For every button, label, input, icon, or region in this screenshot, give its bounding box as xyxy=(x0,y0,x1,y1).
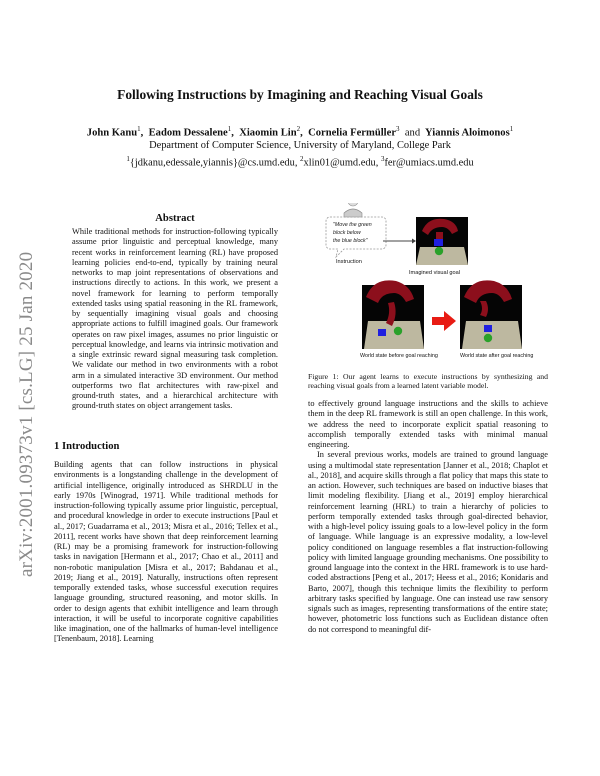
email: {jdkanu,edessale,yiannis}@cs.umd.edu, xyxy=(129,157,298,169)
abstract-heading: Abstract xyxy=(155,213,195,224)
bubble-text-line: "Move the green xyxy=(333,222,372,228)
before-label: World state before goal reaching xyxy=(360,353,438,359)
after-label: World state after goal reaching xyxy=(460,353,534,359)
bubble-text-line: the blue block" xyxy=(333,238,368,244)
author-name: John Kanu xyxy=(86,127,138,139)
world-after-image xyxy=(460,280,522,349)
author-name: Eadom Dessalene xyxy=(148,127,228,139)
section-heading: 1 Introduction xyxy=(54,441,120,452)
author-name: Xiaomin Lin xyxy=(239,127,297,139)
figure-1-scenes xyxy=(308,211,548,371)
author-name: Cornelia Fermüller xyxy=(308,127,397,139)
instruction-label: Instruction xyxy=(336,259,362,265)
intro-paragraph: to effectively ground language instructions and the skills to achieve them in the deep RL framework is still an open challenge. In this work, we address the need to incorporate explicit spatial reasoning to accomplish temporally extended tasks with minimal manual engineering. xyxy=(308,399,548,449)
affiliation: Department of Computer Science, University of Maryland, College Park xyxy=(149,140,451,151)
and-word: and xyxy=(404,127,421,139)
intro-paragraph: In several previous works, models are trained to ground language using a multimodal state representation [Janner et al., 2018; Chaplot et al., 2018], and acquire skills through a flat policy that maps this state to an action. However, such techniques are based on inductive biases that limit modeling flexibility. [Jiang et al., 2019] employ hierarchical reinforcement learning (HRL) to train a hierarchy of policies to perform temporally extended tasks through goal-directed behavior, with a high-level policy issuing goals to a low-level policy in the form of language. While language is an expressive modality, a low-level policy conditioned on language resembles a flat instruction-following policy with limited language grounding mechanisms. One possibility to ground language into the context in the HRL framework is to use hard-coded abstractions [Peng et al., 2017; Heess et al., 2016; Konidaris and Barto, 2007], though this technique limits the flexibility to perform arbitrary tasks specified by language. One can instead use raw sensory signals such as images, representing transformations of the entire state; however, photometric loss functions such as Euclidean distance often do not correspond to meaningful dif- xyxy=(308,450,548,634)
email: fer@umiacs.umd.edu xyxy=(384,157,474,169)
figure-caption: Figure 1: Our agent learns to execute instructions by synthesizing and reaching visual goals from a learned latent variable model. xyxy=(308,372,548,391)
transition-arrow-icon xyxy=(432,311,456,331)
imagined-goal-label: Imagined visual goal xyxy=(409,270,460,276)
right-column xyxy=(308,399,548,635)
arxiv-stamp: arXiv:2001.09373v1 [cs.LG] 25 Jan 2020 xyxy=(16,251,37,577)
email: xlin01@umd.edu, xyxy=(303,157,379,169)
abstract-text: While traditional methods for instruction-following typically assume prior linguistic and perceptual knowledge, many recent works in reinforcement learning (RL) have proposed learning policies end-to-end, typically by training neural networks to map joint representations of observations and instructions directly to actions. In this work, we present a novel framework for learning to perform temporally extended tasks using spatial reasoning in the RL framework, by sequentially imagining visual goals and choosing appropriate actions to fulfill imagined goals. Our framework operates on raw pixel images, assumes no prior linguistic or perceptual knowledge, and learns via intrinsic motivation and a single extrinsic reward signal measuring task completion. We validate our method in two environments with a robot arm in a simulated interactive 3D environment. Our method outperforms two flat architectures with raw-pixel and ground-truth states, and a hierarchical architecture with ground-truth states on object arrangement tasks. xyxy=(72,227,278,411)
email-line: $^1${jdkanu,edessale,yiannis}@cs.umd.edu, $^2$xlin01@umd.edu, $^3$fer@umiacs.umd.edu xyxy=(126,155,474,169)
author-line: John Kanu$^1$, Eadom Dessalene$^1$, Xiaomin Lin$^2$, Cornelia Fermüller$^3$ and Yiannis Aloimonos$^1$ xyxy=(86,125,514,139)
world-before-image xyxy=(362,280,424,349)
bubble-text-line: block below xyxy=(333,230,361,236)
author-name: Yiannis Aloimonos xyxy=(425,127,510,139)
paper-title: Following Instructions by Imagining and Reaching Visual Goals xyxy=(117,87,483,102)
intro-paragraph: Building agents that can follow instructions in physical environments is a longstanding challenge in the development of artificial intelligence, originally introduced as SHRDLU in the early 1970s [Winograd, 1971]. While traditional methods for instruction-following typically assume prior linguistic, perceptual, and procedural knowledge in order to execute instructions [Paul et al., 2017; Guadarrama et al., 2013; Misra et al., 2016; Tellex et al., 2011], recent works have shown that deep reinforcement learning (RL) may be a promising framework for instruction-following tasks in navigation [Hermann et al., 2017; Chao et al., 2011] and non-robotic manipulation [Misra et al., 2017; Bahdanau et al., 2019; Jiang et al., 2019]. Naturally, instructions often represent temporally extended tasks, whose successful execution requires language grounding, structured reasoning, and motor skills. In order to design agents that exhibit intelligence and learn through interaction, it will be useful to incorporate cognitive capabilities like imagination, one of the hallmarks of human-level intelligence [Tenenbaum, 2018]. Learning xyxy=(54,460,278,644)
